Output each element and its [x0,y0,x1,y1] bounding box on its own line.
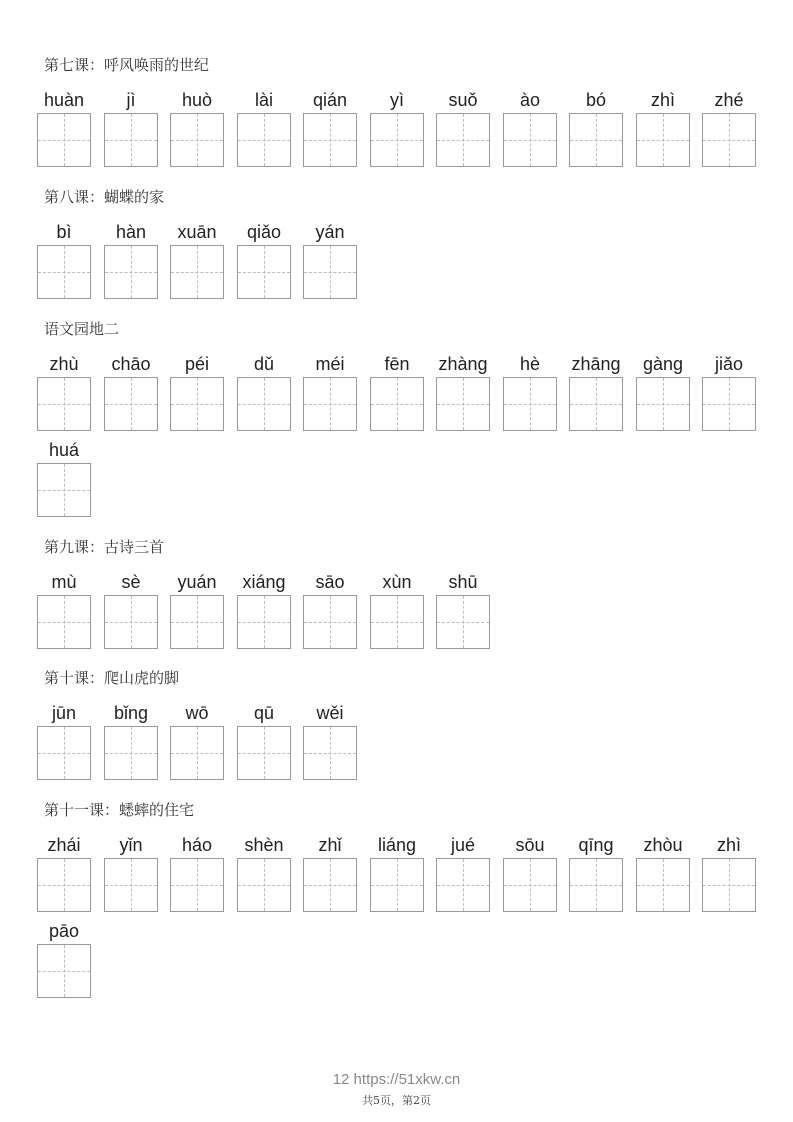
pinyin-label: huá [48,440,80,460]
writing-grid-box[interactable] [37,113,91,167]
pinyin-label: ào [519,90,541,110]
pinyin-label: jì [126,90,136,110]
writing-grid-box[interactable] [37,595,91,649]
pinyin-label: péi [184,354,210,374]
section-title: 第八课：蝴蝶的家 [44,188,165,206]
writing-grid-box[interactable] [370,595,424,649]
pinyin-label: zhì [650,90,675,110]
writing-grid-box[interactable] [104,377,158,431]
writing-grid-box[interactable] [104,726,158,780]
pinyin-label: fēn [384,354,410,374]
pinyin-label: qīng [578,835,614,855]
section-title: 第七课：呼风唤雨的世纪 [44,56,210,74]
writing-grid-box[interactable] [237,245,291,299]
pinyin-label: zhé [714,90,744,110]
section-title: 第十一课：蟋蟀的住宅 [44,801,195,819]
writing-grid-box[interactable] [104,595,158,649]
pinyin-label: wō [185,703,209,723]
writing-grid-box[interactable] [436,595,490,649]
writing-grid-box[interactable] [237,726,291,780]
pinyin-label: méi [315,354,345,374]
pinyin-label: shèn [244,835,284,855]
pinyin-label: sè [121,572,141,592]
writing-grid-box[interactable] [303,245,357,299]
writing-grid-box[interactable] [436,858,490,912]
writing-grid-box[interactable] [37,858,91,912]
section-title: 语文园地二 [44,320,120,338]
pinyin-label: hàn [115,222,147,242]
writing-grid-box[interactable] [170,726,224,780]
pinyin-label: yì [389,90,404,110]
pinyin-label: jūn [51,703,77,723]
writing-grid-box[interactable] [370,858,424,912]
writing-grid-box[interactable] [636,113,690,167]
pinyin-label: zhòu [643,835,683,855]
pinyin-label: qiǎo [246,222,282,242]
writing-grid-box[interactable] [37,377,91,431]
writing-grid-box[interactable] [303,113,357,167]
writing-grid-box[interactable] [569,113,623,167]
footer-watermark: 12 https://51xkw.cn [332,1071,461,1088]
pinyin-label: zhǐ [318,835,342,855]
section-title: 第九课：古诗三首 [44,538,165,556]
pinyin-label: mù [51,572,77,592]
pinyin-label: zhàng [438,354,488,374]
writing-grid-box[interactable] [170,377,224,431]
writing-grid-box[interactable] [237,858,291,912]
writing-grid-box[interactable] [37,726,91,780]
pinyin-label: wěi [316,703,344,723]
writing-grid-box[interactable] [636,858,690,912]
pinyin-label: sāo [315,572,345,592]
writing-grid-box[interactable] [104,113,158,167]
pinyin-label: xiáng [242,572,286,592]
pinyin-label: zhù [49,354,79,374]
writing-grid-box[interactable] [702,113,756,167]
writing-grid-box[interactable] [436,377,490,431]
writing-grid-box[interactable] [436,113,490,167]
writing-grid-box[interactable] [702,377,756,431]
pinyin-label: huàn [43,90,85,110]
writing-grid-box[interactable] [104,245,158,299]
writing-grid-box[interactable] [303,858,357,912]
writing-grid-box[interactable] [370,377,424,431]
writing-grid-box[interactable] [237,113,291,167]
pinyin-label: yǐn [119,835,143,855]
writing-grid-box[interactable] [237,377,291,431]
pinyin-label: qū [253,703,275,723]
pinyin-label: lài [254,90,273,110]
pinyin-label: bó [585,90,607,110]
pinyin-label: bǐng [113,703,149,723]
writing-grid-box[interactable] [303,377,357,431]
pinyin-label: shū [448,572,478,592]
writing-grid-box[interactable] [237,595,291,649]
writing-grid-box[interactable] [569,858,623,912]
pinyin-label: chāo [111,354,151,374]
writing-grid-box[interactable] [569,377,623,431]
pinyin-label: jué [450,835,476,855]
pinyin-label: yán [315,222,345,242]
pinyin-label: zhái [47,835,81,855]
writing-grid-box[interactable] [170,245,224,299]
writing-grid-box[interactable] [303,595,357,649]
pinyin-label: yuán [177,572,217,592]
pinyin-label: xùn [382,572,412,592]
pinyin-label: jiǎo [714,354,744,374]
writing-grid-box[interactable] [503,113,557,167]
writing-grid-box[interactable] [170,113,224,167]
writing-grid-box[interactable] [104,858,158,912]
writing-grid-box[interactable] [37,944,91,998]
pinyin-label: zhāng [571,354,621,374]
writing-grid-box[interactable] [303,726,357,780]
writing-grid-box[interactable] [503,858,557,912]
pinyin-label: sōu [515,835,545,855]
pinyin-label: zhì [716,835,741,855]
writing-grid-box[interactable] [170,858,224,912]
section-title: 第十课：爬山虎的脚 [44,669,180,687]
pinyin-label: dǔ [253,354,275,374]
writing-grid-box[interactable] [702,858,756,912]
pinyin-label: bì [56,222,72,242]
writing-grid-box[interactable] [37,245,91,299]
pinyin-label: qián [312,90,348,110]
page-number: 共5页，第2页 [362,1094,431,1107]
pinyin-label: xuān [177,222,217,242]
writing-grid-box[interactable] [503,377,557,431]
pinyin-label: huò [181,90,213,110]
writing-grid-box[interactable] [170,595,224,649]
writing-grid-box[interactable] [370,113,424,167]
pinyin-label: gàng [642,354,684,374]
writing-grid-box[interactable] [636,377,690,431]
pinyin-label: liáng [377,835,417,855]
pinyin-label: suǒ [448,90,478,110]
pinyin-label: pāo [48,921,80,941]
pinyin-label: hè [519,354,541,374]
writing-grid-box[interactable] [37,463,91,517]
pinyin-label: háo [181,835,213,855]
